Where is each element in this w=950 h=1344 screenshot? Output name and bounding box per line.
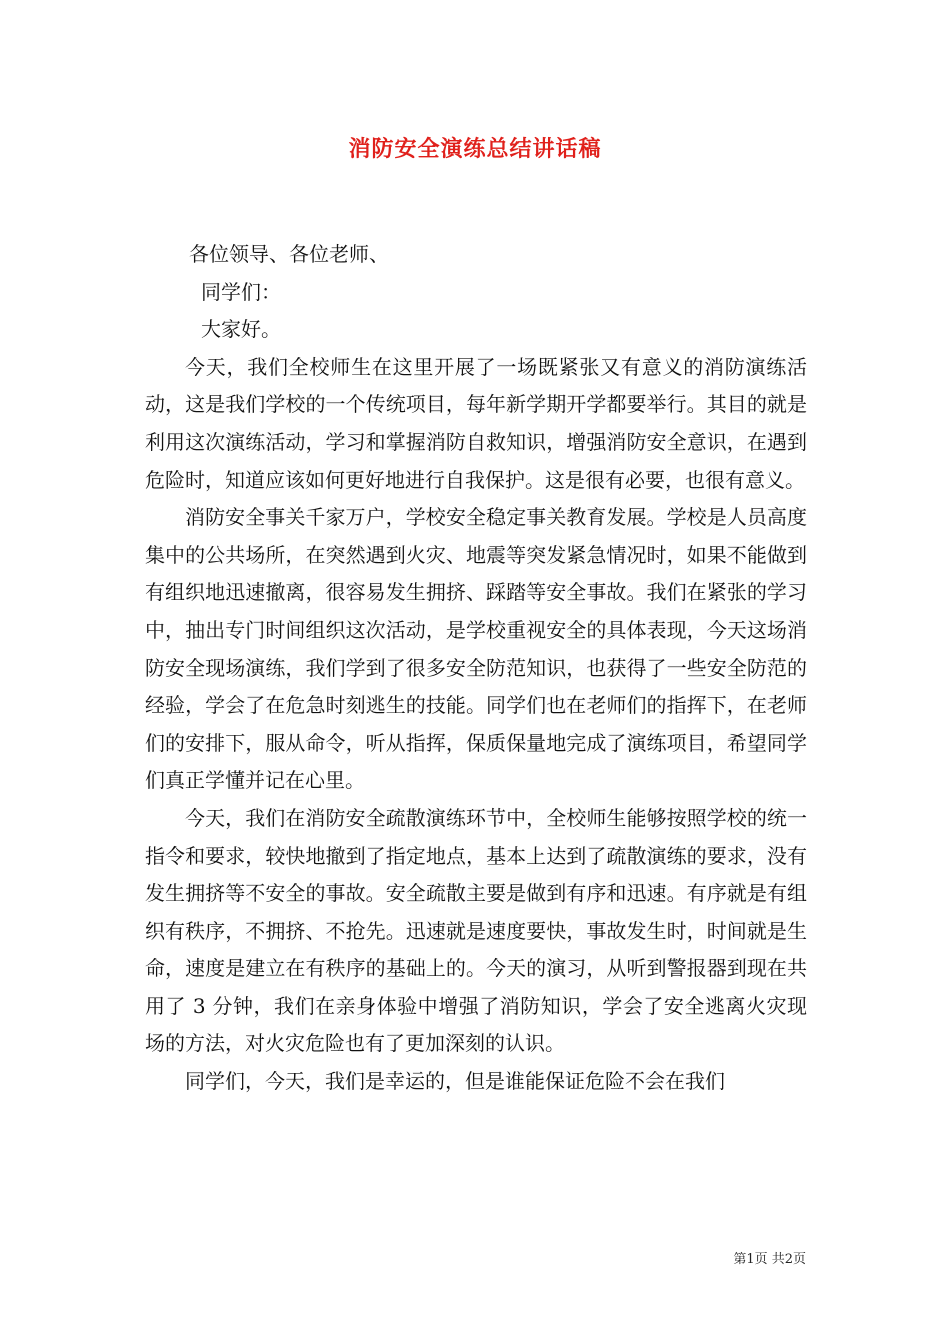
body-paragraph-1: 今天，我们全校师生在这里开展了一场既紧张又有意义的消防演练活动，这是我们学校的一个传统项目，每年新学期开学都要举行。其目的就是利用这次演练活动，学习和掌握消防自救知识，增强消防安全意识，在遇到危险时，知道应该如何更好地进行自我保护。这是很有必要，也很有意义。: [145, 354, 807, 492]
document-body: [145, 236, 807, 1101]
audience-line: 同学们：: [201, 279, 281, 304]
document-title: 消防安全演练总结讲话稿: [348, 136, 602, 162]
greeting-line: 大家好。: [201, 317, 281, 342]
body-paragraph-4: 同学们，今天，我们是幸运的，但是谁能保证危险不会在我们: [185, 1069, 725, 1094]
body-paragraph-3: 今天，我们在消防安全疏散演练环节中，全校师生能够按照学校的统一指令和要求，较快地撤到了指定地点，基本上达到了疏散演练的要求，没有发生拥挤等不安全的事故。安全疏散主要是做到有序和迅速。有序就是有组织有秩序，不拥挤、不抢先。迅速就是速度要快，事故发生时，时间就是生命，速度是建立在有秩序的基础上的。今天的演习，从听到警报器到现在共用了 3 分钟，我们在亲身体验中增强了消防知识，学会了安全逃离火灾现场的方法，对火灾危险也有了更加深刻的认识。: [145, 805, 807, 1056]
salutation-line: 各位领导、各位老师、: [189, 242, 389, 266]
page-number: 第1页 共2页: [733, 1252, 806, 1267]
body-paragraph-2: 消防安全事关千家万户，学校安全稳定事关教育发展。学校是人员高度集中的公共场所，在突然遇到火灾、地震等突发紧急情况时，如果不能做到有组织地迅速撤离，很容易发生拥挤、踩踏等安全事故。我们在紧张的学习中，抽出专门时间组织这次活动，是学校重视安全的具体表现，今天这场消防安全现场演练，我们学到了很多安全防范知识，也获得了一些安全防范的经验，学会了在危急时刻逃生的技能。同学们也在老师们的指挥下，在老师们的安排下，服从命令，听从指挥，保质保量地完成了演练项目，希望同学们真正学懂并记在心里。: [145, 505, 807, 793]
